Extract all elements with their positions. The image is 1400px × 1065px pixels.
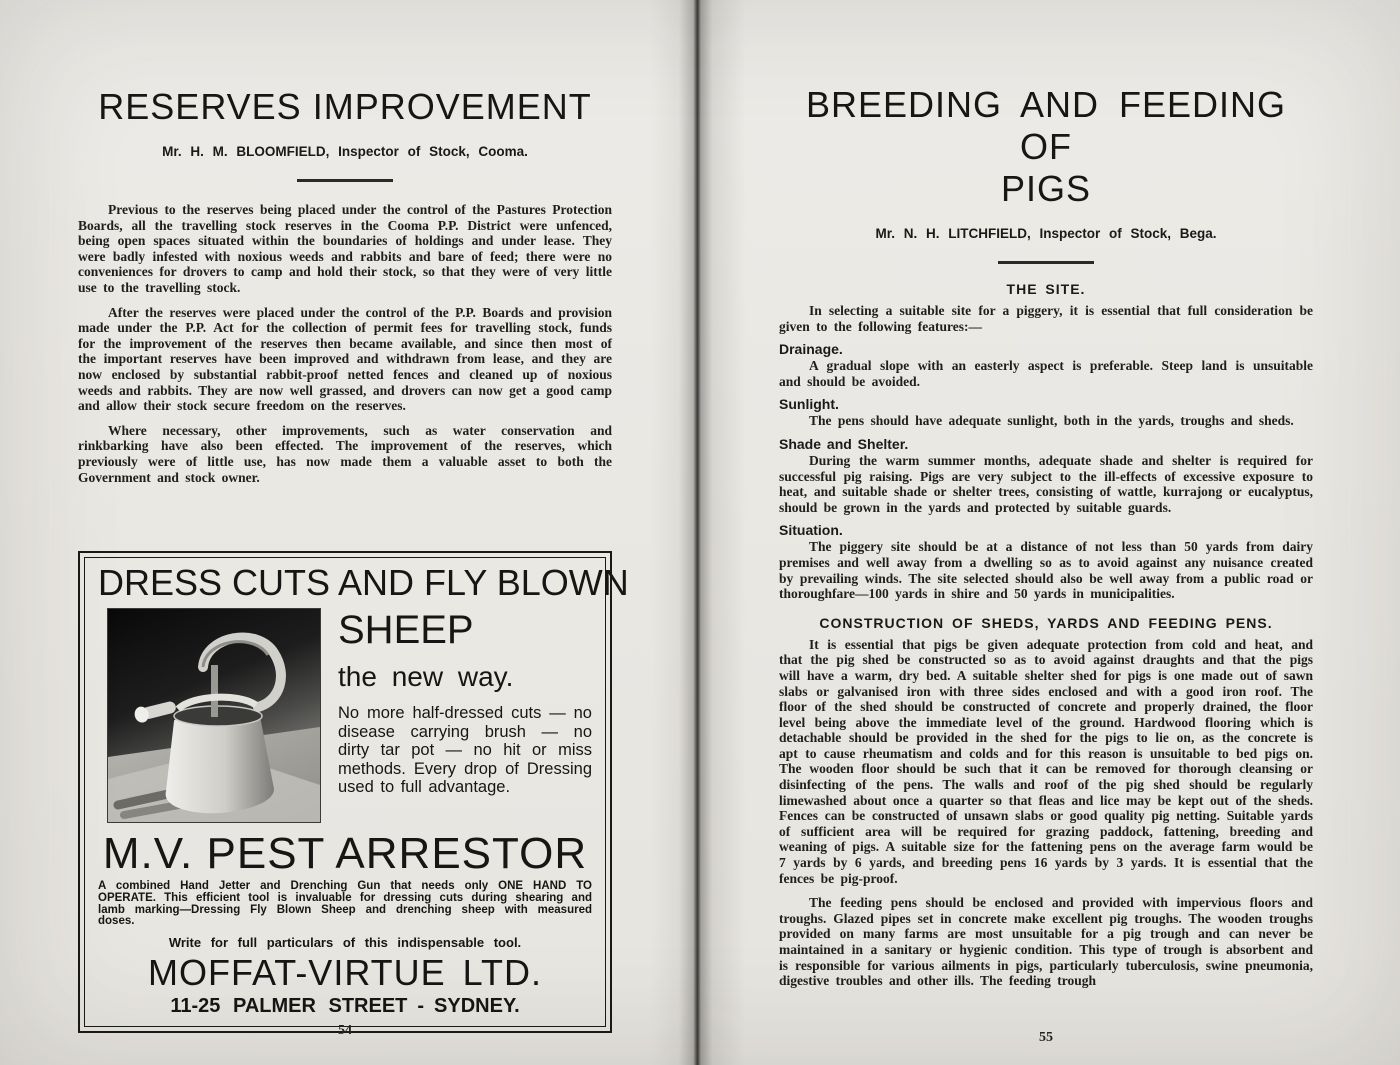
right-title-line2: PIGS bbox=[1000, 168, 1092, 209]
feature-heading-sunlight: Sunlight. bbox=[779, 396, 839, 413]
feature-text-situation: The piggery site should be at a distance of not less than 50 yards from dairy premises and well away from a dwelling so as to avoid against any nuisance created by prevailing winds. The site selected should also be well away from a public road or thoroughfare—100 yards in shire and 50 yards in municipalities. bbox=[779, 539, 1313, 602]
left-paragraph-1: Previous to the reserves being placed under the control of the Pastures Protection Boards, all the travelling stock reserves in the Cooma P.P. District were unfenced, being open spaces situated within the boundaries of holdings and under lease. They were badly infested with noxious weeds and rabbits and bare of feed; there were no conveniences for drovers to camp and hold their stock, so that they were of very little use to the travelling stock. bbox=[78, 202, 612, 295]
ad-call-to-action: Write for full particulars of this indispensable tool. bbox=[168, 935, 522, 951]
section-heading-construction: CONSTRUCTION OF SHEDS, YARDS AND FEEDING PENS. bbox=[819, 614, 1273, 631]
feature-text-drainage: A gradual slope with an easterly aspect is preferable. Steep land is unsuitable and should be avoided. bbox=[779, 358, 1313, 389]
intro-paragraph: In selecting a suitable site for a piggery, it is essential that full consideration be given to the following features:— bbox=[779, 303, 1313, 334]
section-heading-the-site: THE SITE. bbox=[1006, 281, 1086, 297]
left-page-title: RESERVES IMPROVEMENT bbox=[98, 86, 592, 127]
ad-headline-sheep: SHEEP bbox=[338, 608, 474, 652]
ad-copy-column bbox=[338, 608, 592, 823]
construction-paragraph-2: The feeding pens should be enclosed and provided with impervious floors and troughs. Glazed pipes set in concrete make excellent pig troughs. The wooden troughs provided on many farms are most unsuitable for a pig trough and can never be maintained in a sanitary or hygienic condition. This type of trough is absorbent and is responsible for various ailments in pigs, particularly tuberculosis, swine pneumonia, digestive troubles and other ills. The feeding trough bbox=[779, 895, 1313, 989]
feature-text-sunlight: The pens should have adequate sunlight, both in the yards, troughs and sheds. bbox=[809, 413, 1294, 429]
advertisement bbox=[78, 551, 629, 1033]
book-spine-gutter bbox=[650, 0, 746, 1065]
divider-rule bbox=[297, 179, 393, 182]
page-number-55: 55 bbox=[1039, 1030, 1053, 1045]
ad-product-name: M.V. PEST ARRESTOR bbox=[102, 829, 588, 878]
feature-heading-shade-shelter: Shade and Shelter. bbox=[779, 435, 909, 452]
left-paragraph-2: After the reserves were placed under the control of the P.P. Boards and provision made under the P.P. Act for the collection of permit fees for travelling stock, funds for the improvement of the reserves then became available, and since then most of the important reserves have been improved and withdrawn from lease, and they are now enclosed by substantial rabbit-proof netted fences and cleaned up of noxious weeds and rabbits. They are now well grassed, and drovers can now get a good camp and allow their stock secure freedom on the reserves. bbox=[78, 304, 612, 414]
feature-heading-situation: Situation. bbox=[779, 522, 843, 539]
ad-tagline: the new way. bbox=[338, 661, 514, 692]
right-page-title bbox=[779, 84, 1313, 210]
feature-heading-drainage: Drainage. bbox=[779, 341, 843, 358]
left-byline: Mr. H. M. BLOOMFIELD, Inspector of Stock, Cooma. bbox=[162, 144, 528, 159]
ad-headline: DRESS CUTS AND FLY BLOWN bbox=[98, 562, 629, 603]
ad-company-name: MOFFAT-VIRTUE LTD. bbox=[147, 952, 543, 994]
construction-paragraph-1: It is essential that pigs be given adequate protection from cold and heat, and that the pig shed be constructed so as to avoid against draughts and that the pigs will have a warm, dry bed. A suitable shelter shed for pigs is one made out of sawn slabs or galvanised iron with three sides enclosed and with a good iron roof. The floor of the shed should be constructed of concrete and properly drained, the floor level being above the immediate level of the ground. Hardwood flooring which is detachable should be provided in the shed for the pigs to lie on, as the concrete is apt to cause rheumatism and colds and for this reason is unsuitable to bed pigs on. The wooden floor should be such that it can be removed for thorough cleansing or disinfecting of the pens. The walls and roof of the pig shed should be regularly limewashed about once a quarter so that fleas and lice may be kept out of the sheds. Fences can be constructed of unsawn slabs or good quality pig netting. Suitable yards of sufficient area will be required for grazing paddock, fattening, breeding and weaning of pigs. A suitable size for the fattening pens on the average farm would be 7 yards by 6 yards, and breeding pens 16 yards by 3 yards. It is essential that the fences be pig-proof. bbox=[779, 636, 1313, 886]
right-title-line1: BREEDING AND FEEDING OF bbox=[805, 84, 1287, 167]
hand-jetter-photo-illustration bbox=[108, 609, 320, 822]
ad-description: A combined Hand Jetter and Drenching Gun that needs only ONE HAND TO OPERATE. This efficient tool is invaluable for dressing cuts during shearing and lamb marking—Dressing Fly Blown Sheep and drenching sheep with measured doses. bbox=[98, 880, 592, 928]
page-right bbox=[779, 0, 1313, 1065]
right-byline: Mr. N. H. LITCHFIELD, Inspector of Stock, Bega. bbox=[875, 226, 1217, 241]
left-paragraph-3: Where necessary, other improvements, such as water conservation and rinkbarking have also been effected. The improvement of the reserves, which previously were of little use, has now made them a valuable asset to both the Government and stock owner. bbox=[78, 422, 612, 485]
divider-rule-right bbox=[998, 261, 1094, 264]
ad-company-address: 11-25 PALMER STREET - SYDNEY. bbox=[170, 995, 520, 1018]
product-photo bbox=[107, 608, 321, 823]
ad-photo-row bbox=[98, 608, 592, 823]
page-left bbox=[78, 0, 629, 1065]
page-number-54: 54 bbox=[338, 1023, 352, 1038]
ad-body-copy: No more half-dressed cuts — no disease carrying brush — no dirty tar pot — no hit or miss methods. Every drop of Dressing used to full advantage. bbox=[338, 704, 592, 797]
feature-text-shade-shelter: During the warm summer months, adequate shade and shelter is required for successful pig raising. Pigs are very subject to the ill-effects of excessive exposure to heat, and suitable shade or shelter trees, consisting of wattle, kurrajong or eucalyptus, should be grown in the yards and protected by suitable guards. bbox=[779, 452, 1313, 515]
advertisement-inner-border bbox=[84, 557, 629, 1027]
